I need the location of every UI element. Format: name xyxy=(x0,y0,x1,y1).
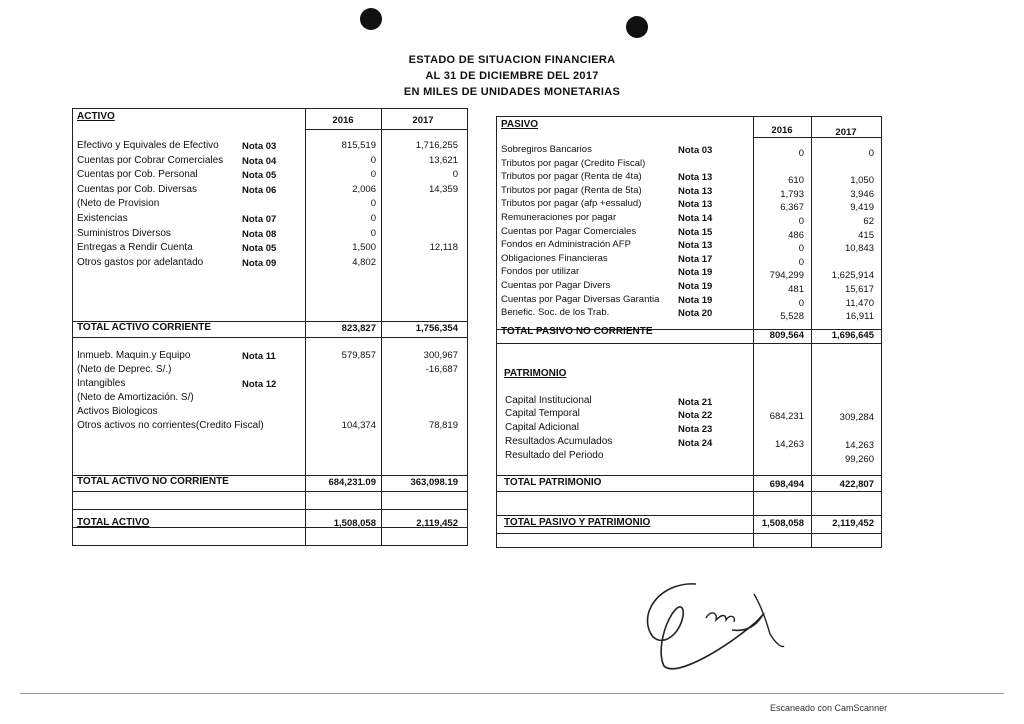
pasivo-row-label: Cuentas por Pagar Divers xyxy=(501,280,611,291)
pasivo-row-2016: 0 xyxy=(798,216,804,227)
total-pasivo-patrimonio-2017: 2,119,452 xyxy=(832,518,874,529)
patrimonio-row-2017: 99,260 xyxy=(844,454,874,465)
activo-nc-label: (Neto de Deprec. S/.) xyxy=(77,364,172,375)
pasivo-row-nota: Nota 19 xyxy=(678,281,713,292)
total-patrimonio-2017: 422,807 xyxy=(839,479,874,490)
patrimonio-row-label: Capital Temporal xyxy=(505,408,580,419)
pasivo-row-nota: Nota 20 xyxy=(678,308,713,320)
pasivo-row-2017: 11,470 xyxy=(845,297,874,309)
patrimonio-row-label: Capital Institucional xyxy=(505,395,592,406)
patrimonio-row-label: Resultado del Periodo xyxy=(505,450,604,461)
pasivo-row-label: Tributos por pagar (Renta de 4ta) xyxy=(501,171,642,183)
pasivo-heading: PASIVO xyxy=(501,119,539,130)
punch-hole-left xyxy=(360,8,382,30)
signature xyxy=(636,574,786,678)
pasivo-row-label: Fondos por utilizar xyxy=(501,266,580,278)
activo-row-nota: Nota 09 xyxy=(242,257,277,269)
activo-nc-label: Intangibles xyxy=(77,378,126,389)
patrimonio-row-2017: 14,263 xyxy=(844,440,874,451)
activo-row-label: Entregas a Rendir Cuenta xyxy=(77,242,193,254)
activo-row-2016: 1,500 xyxy=(352,242,376,254)
pasivo-row-2017: 16,911 xyxy=(845,311,874,323)
pasivo-row-2017: 62 xyxy=(863,216,874,227)
pasivo-row-2017: 15,617 xyxy=(844,284,874,295)
activo-row-label: Otros gastos por adelantado xyxy=(77,256,204,268)
activo-total-corriente-2017: 1,756,354 xyxy=(415,323,458,334)
activo-row-nota: Nota 05 xyxy=(242,243,277,255)
pasivo-row-2017: 1,050 xyxy=(850,175,874,187)
total-patrimonio-2016: 698,494 xyxy=(769,479,804,490)
activo-total-2017: 2,119,452 xyxy=(416,518,458,529)
activo-nc-label: Inmueb. Maquin.y Equipo xyxy=(77,350,191,361)
pasivo-row-2016: 5,528 xyxy=(780,311,804,323)
total-pasivo-patrimonio-2016: 1,508,058 xyxy=(761,518,804,529)
activo-row-2016: 0 xyxy=(370,213,376,224)
pasivo-row-label: Obligaciones Financieras xyxy=(501,252,608,264)
pasivo-row-label: Fondos en Administración AFP xyxy=(501,239,631,251)
pasivo-row-2017: 0 xyxy=(868,148,874,159)
pasivo-row-2016: 1,793 xyxy=(780,188,804,200)
pasivo-row-label: Sobregiros Bancarios xyxy=(501,144,592,155)
pasivo-row-2016: 481 xyxy=(788,284,804,295)
patrimonio-row-2016: 684,231 xyxy=(769,411,804,422)
patrimonio-row-nota: Nota 21 xyxy=(678,397,713,408)
activo-row-2017: 12,118 xyxy=(429,242,458,254)
activo-row-2017: 13,621 xyxy=(428,154,458,166)
activo-year-2017: 2017 xyxy=(412,115,434,126)
pasivo-year-2016: 2016 xyxy=(771,125,793,136)
activo-nc-2017: 78,819 xyxy=(428,420,458,431)
pasivo-row-nota: Nota 14 xyxy=(678,213,713,224)
pasivo-row-2016: 0 xyxy=(798,148,804,159)
doc-units: EN MILES DE UNIDADES MONETARIAS xyxy=(403,86,621,98)
pasivo-row-nota: Nota 19 xyxy=(678,294,713,306)
activo-nc-nota: Nota 12 xyxy=(242,379,277,390)
activo-row-label: Cuentas por Cob. Diversas xyxy=(77,183,198,195)
activo-total-nc-label: TOTAL ACTIVO NO CORRIENTE xyxy=(77,476,229,487)
patrimonio-row-2017: 309,284 xyxy=(839,412,874,423)
activo-row-2016: 0 xyxy=(370,227,376,239)
pasivo-row-nota: Nota 17 xyxy=(678,253,713,265)
pasivo-row-nota: Nota 13 xyxy=(678,185,713,197)
activo-row-nota: Nota 07 xyxy=(242,214,277,225)
activo-row-label: Cuentas por Cob. Personal xyxy=(77,169,198,181)
pasivo-row-nota: Nota 19 xyxy=(678,267,713,279)
activo-nc-2016: 104,374 xyxy=(341,420,376,431)
pasivo-row-label: Remuneraciones por pagar xyxy=(501,212,617,223)
activo-row-2017: 1,716,255 xyxy=(415,140,458,151)
activo-total-corriente-2016: 823,827 xyxy=(341,323,376,334)
activo-nc-label: Activos Biologicos xyxy=(77,406,158,417)
activo-row-nota: Nota 05 xyxy=(242,170,277,182)
pasivo-total-nc-2016: 809,564 xyxy=(769,330,804,341)
pasivo-row-nota: Nota 15 xyxy=(678,226,713,238)
pasivo-row-2016: 610 xyxy=(788,175,804,187)
patrimonio-row-nota: Nota 24 xyxy=(678,438,713,449)
patrimonio-row-label: Resultados Acumulados xyxy=(505,436,613,447)
activo-row-label: Suministros Diversos xyxy=(77,227,171,239)
patrimonio-row-label: Capital Adicional xyxy=(505,422,579,433)
activo-row-label: Efectivo y Equivales de Efectivo xyxy=(77,140,219,151)
total-patrimonio-label: TOTAL PATRIMONIO xyxy=(504,477,602,488)
pasivo-row-2016: 0 xyxy=(798,243,804,255)
doc-date: AL 31 DE DICIEMBRE DEL 2017 xyxy=(425,70,599,82)
pasivo-total-nc-label: TOTAL PASIVO NO CORRIENTE xyxy=(501,326,653,337)
pasivo-row-nota: Nota 13 xyxy=(678,199,713,211)
activo-row-nota: Nota 03 xyxy=(242,141,277,152)
activo-nc-2017: -16,687 xyxy=(425,364,458,375)
pasivo-row-label: Cuentas por Pagar Comerciales xyxy=(501,225,637,237)
activo-row-2016: 4,802 xyxy=(352,256,376,268)
pasivo-row-2016: 0 xyxy=(798,297,804,309)
pasivo-row-label: Cuentas por Pagar Diversas Garantia xyxy=(501,293,660,305)
total-pasivo-patrimonio-label: TOTAL PASIVO Y PATRIMONIO xyxy=(504,517,651,528)
pasivo-row-label: Tributos por pagar (Renta de 5ta) xyxy=(501,184,642,196)
pasivo-row-label: Tributos por pagar (Credito Fiscal) xyxy=(501,157,646,169)
pasivo-row-2016: 0 xyxy=(798,256,804,268)
pasivo-row-label: Tributos por pagar (afp +essalud) xyxy=(501,198,642,210)
activo-heading: ACTIVO xyxy=(77,111,115,122)
pasivo-total-nc-2017: 1,696,645 xyxy=(831,330,874,341)
patrimonio-heading: PATRIMONIO xyxy=(504,368,567,379)
activo-nc-2017: 300,967 xyxy=(423,350,458,361)
activo-row-2016: 815,519 xyxy=(341,140,376,151)
activo-total-corriente-label: TOTAL ACTIVO CORRIENTE xyxy=(77,322,212,333)
activo-nc-nota: Nota 11 xyxy=(242,351,276,362)
pasivo-row-nota: Nota 03 xyxy=(678,145,713,156)
activo-total-nc-2017: 363,098.19 xyxy=(410,477,458,488)
pasivo-row-2016: 794,299 xyxy=(769,270,804,282)
activo-row-2016: 2,006 xyxy=(352,183,376,195)
activo-nc-2016: 579,857 xyxy=(341,350,376,361)
patrimonio-row-nota: Nota 22 xyxy=(678,410,713,421)
pasivo-row-label: Benefic. Soc. de los Trab. xyxy=(501,307,610,319)
activo-row-2016: 0 xyxy=(370,169,376,181)
scanner-watermark: Escaneado con CamScanner xyxy=(770,703,888,713)
activo-row-nota: Nota 06 xyxy=(242,184,277,196)
activo-row-label: Existencias xyxy=(77,213,128,224)
footer-divider xyxy=(20,693,1004,694)
pasivo-row-2017: 9,419 xyxy=(850,202,874,214)
activo-row-label: (Neto de Provision xyxy=(77,198,160,210)
pasivo-row-2016: 486 xyxy=(788,229,804,241)
pasivo-row-2017: 3,946 xyxy=(850,188,874,200)
pasivo-row-2016: 6,367 xyxy=(780,202,804,214)
pasivo-row-2017: 1,625,914 xyxy=(831,270,874,282)
doc-title: ESTADO DE SITUACION FINANCIERA xyxy=(408,54,616,66)
pasivo-row-nota: Nota 13 xyxy=(678,240,713,252)
patrimonio-row-nota: Nota 23 xyxy=(678,424,713,435)
patrimonio-row-2016: 14,263 xyxy=(774,439,804,450)
activo-total-nc-2016: 684,231.09 xyxy=(328,477,376,488)
activo-nc-label: Otros activos no corrientes(Credito Fiscal) xyxy=(77,420,264,431)
activo-row-label: Cuentas por Cobrar Comerciales xyxy=(77,154,224,166)
activo-row-nota: Nota 08 xyxy=(242,228,277,240)
activo-row-2016: 0 xyxy=(370,198,376,210)
activo-row-2017: 14,359 xyxy=(428,183,458,195)
activo-nc-label: (Neto de Amortización. S/) xyxy=(77,392,194,403)
activo-row-2016: 0 xyxy=(370,154,376,166)
activo-year-2016: 2016 xyxy=(332,115,354,126)
pasivo-year-2017: 2017 xyxy=(835,127,857,138)
pasivo-row-2017: 10,843 xyxy=(844,243,874,255)
activo-row-nota: Nota 04 xyxy=(242,155,277,167)
activo-row-2017: 0 xyxy=(452,169,458,181)
activo-total-label: TOTAL ACTIVO xyxy=(77,517,150,528)
punch-hole-right xyxy=(626,16,648,38)
pasivo-row-nota: Nota 13 xyxy=(678,172,713,184)
pasivo-row-2017: 415 xyxy=(858,229,874,241)
activo-total-2016: 1,508,058 xyxy=(333,518,376,529)
